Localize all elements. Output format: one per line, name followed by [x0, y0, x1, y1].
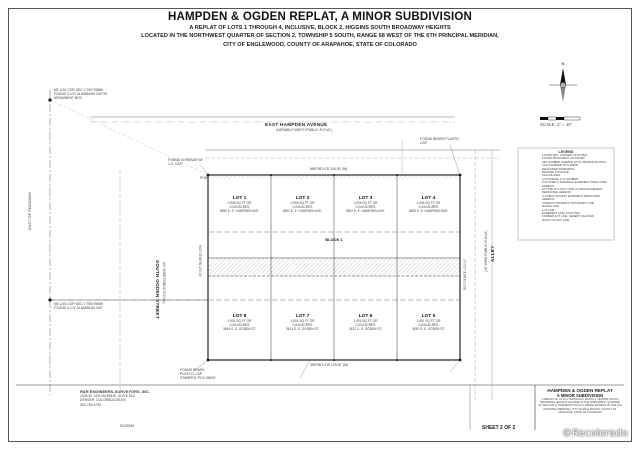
legend-title: LEGEND	[558, 150, 574, 154]
sheet-number: SHEET 2 OF 2	[482, 425, 516, 431]
lot-area: 1,901 SQ FT OR	[227, 319, 252, 323]
lot-area: 1,901 SQ FT OR	[290, 319, 315, 323]
lot-acres: 0.044 ACRES	[292, 205, 313, 209]
lot-acres: 0.044 ACRES	[229, 205, 250, 209]
legend-row: SET NUMBER 5 REBAR WITH ORANGE PLASTIC CAP STAMPED "PLS 38668"	[542, 159, 607, 168]
lot-area: 1,906 SQ FT OR	[353, 201, 378, 205]
street-alley: ALLEY	[490, 245, 495, 262]
lot-name: LOT 8	[232, 314, 247, 319]
lot-acres: 0.044 ACRES	[418, 205, 439, 209]
lot-8	[208, 314, 271, 331]
lot-acres: 0.044 ACRES	[355, 205, 376, 209]
legend-row: RIGHT-OF-WAY LINE	[542, 217, 570, 222]
surveyor-block	[80, 390, 180, 407]
north-arrow-icon	[549, 68, 577, 102]
ogden-street-lines	[50, 90, 210, 395]
watermark: ©Recolorado	[562, 428, 628, 439]
lot-area: 1,906 SQ FT OR	[227, 201, 252, 205]
street-far-west: EAST OF ROADWAY	[27, 191, 32, 230]
legend-row: FOUND MONUMENT, AS NOTED	[542, 156, 585, 161]
lot-area: 1,901 SQ FT OR	[353, 319, 378, 323]
lot-address: 3612 S. S. OGDEN ST.	[349, 327, 382, 331]
lot-4	[397, 196, 460, 213]
note-found-pin-3: FOUND BRASS PLASTIC CAP STAMPED "PLS 25609"	[180, 368, 217, 381]
street-hampden: EAST HAMPDEN AVENUE	[265, 122, 328, 127]
lot-acres: 0.044 ACRES	[229, 323, 250, 327]
surveyor-address: 1635 W. 13TH AVENUE, SUITE 310	[80, 394, 135, 399]
note-left-bottom: NE 1/16 COR SEC 2 T5S R68W FOUND 3-1/4" ALUMINUM CAP	[54, 302, 103, 311]
street-alley-note: (16' WIDE PUBLIC R.O.W.)	[484, 230, 488, 272]
north-label: N	[561, 61, 565, 66]
street-hampden-note: (VARIABLE WIDTH PUBLIC R.O.W.)	[276, 128, 332, 132]
lot-7	[271, 314, 334, 331]
legend-row: FORMER LOT LINE, HEREBY VACATED	[542, 214, 594, 219]
tb-desc: A REPLAT OF LOTS 1 THROUGH 4, BLOCK 2, HIGGINS SOUTH BROADWAY HEIGHTS LOCATED IN THE NORTHWEST QUARTER OF SECTION 2, TOWNSHIP 5 SOUTH, RANGE 68 WEST OF THE 6TH PRINCIPAL MERIDIAN, CITY OF ENGLEWOOD, COUNTY OF ARAPAHOE, STATE OF COLORADO	[538, 398, 622, 414]
street-ogden-note: (60' WIDE PUBLIC R.O.W.)	[162, 262, 166, 304]
surveyor-phone: 303-753-6730	[80, 402, 102, 407]
legend-row: CALCULATED	[542, 173, 561, 178]
scale-label: SCALE: 1" = 10'	[540, 122, 572, 127]
legend-row: RECORD DISTANCE	[542, 170, 569, 175]
tb-title-2: A MINOR SUBDIVISION	[556, 393, 604, 398]
legend-row: 5.00' PUBLIC SIDEWALK EASEMENT DEDICATED HEREON	[542, 180, 607, 188]
legend-row: FOUND SEC. CORNER AS NOTED	[542, 153, 588, 157]
dim-east: S00°03'46"E 100.00'	[463, 258, 467, 290]
lot-area: 1,906 SQ FT OR	[290, 201, 315, 205]
plat-subtitle-1: A REPLAT OF LOTS 1 THROUGH 4, INCLUSIVE, BLOCK 2, HIGGINS SOUTH BROADWAY HEIGHTS	[189, 25, 451, 31]
legend-row: EASEMENT LINE, AS NOTED	[542, 210, 581, 215]
plat-subtitle-3: CITY OF ENGLEWOOD, COUNTY OF ARAPAHOE, STATE OF COLORADO	[223, 41, 417, 48]
note-pob: POB	[200, 176, 208, 180]
scale-bar	[540, 117, 580, 120]
job-number: DC09186	[120, 424, 135, 428]
note-found-pin-2: FOUND BRASS PLASTIC CAP	[420, 137, 460, 146]
block-label: BLOCK 1	[325, 237, 343, 242]
lot-acres: 0.044 ACRES	[292, 323, 313, 327]
dim-west: N00°03'46"W 100.00'	[198, 245, 202, 278]
lot-address: 3550 E. E. HAMPDEN AVE.	[219, 209, 260, 213]
note-left-top: NE 1/16 COR SEC 2 T5S R68W FOUND 3-1/4" ALUMINUM CAP IN MONUMENT BOX	[54, 88, 107, 101]
surveyor-city: DENVER, COLORADO 80204	[80, 398, 126, 403]
legend-row: SUBJECT PROPERTY BOUNDARY LINE	[542, 200, 595, 205]
lot-address: 3614 S. S. OGDEN ST.	[286, 327, 319, 331]
plat-subtitle-2: LOCATED IN THE NORTHWEST QUARTER OF SECTION 2, TOWNSHIP 5 SOUTH, RANGE 68 WEST OF THE 6TH PRINCIPAL MERIDIAN,	[141, 33, 499, 40]
lot-name: LOT 3	[358, 196, 373, 201]
legend	[520, 150, 612, 222]
plat-title: HAMPDEN & OGDEN REPLAT, A MINOR SUBDIVISION	[168, 11, 472, 23]
legend-row: RANGE LINE	[542, 204, 559, 209]
lot-name: LOT 4	[421, 196, 436, 201]
lot-area: 1,901 SQ FT OR	[416, 319, 441, 323]
legend-rows	[520, 154, 612, 222]
legend-row: LOT LINE	[542, 207, 555, 212]
lot-5	[397, 314, 460, 331]
legend-row: 10' PUBLIC UTILITY AND ACCESS EASEMENT DEDICATED HEREON	[542, 187, 603, 195]
lot-1	[208, 196, 271, 213]
lot-3	[334, 196, 397, 213]
lot-address: 3610 S. S. OGDEN ST.	[412, 327, 445, 331]
lot-address: 3552 E. E. HAMPDEN AVE.	[282, 209, 323, 213]
legend-row: LOT/PARCEL LOT NUMBER	[542, 176, 579, 181]
lot-address: 3556 E. E. HAMPDEN AVE.	[408, 209, 449, 213]
lot-name: LOT 1	[232, 196, 247, 201]
dim-bottom: S89°56'14"W 125.00' (M)	[310, 363, 348, 367]
legend-row: 4' PUBLIC ACCESS EASEMENT DEDICATED HEREON	[542, 193, 600, 202]
lot-name: LOT 5	[421, 314, 436, 319]
lot-2	[271, 196, 334, 213]
lot-name: LOT 6	[358, 314, 373, 319]
lot-acres: 0.044 ACRES	[355, 323, 376, 327]
street-ogden: SOUTH OGDEN STREET	[155, 260, 160, 319]
lot-6	[334, 314, 397, 331]
lot-address: 3554 E. E. HAMPDEN AVE.	[345, 209, 386, 213]
lot-acres: 0.044 ACRES	[418, 323, 439, 327]
legend-row: MEASURED DIMENSION	[542, 166, 575, 171]
note-found-pin-1: FOUND #4 REBAR W/ 1.5" CAP	[168, 158, 203, 167]
lot-name: LOT 2	[295, 196, 310, 201]
tb-title-block	[538, 388, 622, 414]
lot-area: 1,906 SQ FT OR	[416, 201, 441, 205]
lot-address: 3616 S. S. OGDEN ST.	[223, 327, 256, 331]
dim-top: N89°56'14"E 125.00' (M)	[310, 167, 348, 171]
surveyor-company: R&R ENGINEERS-SURVEYORS, INC.	[80, 389, 150, 394]
tb-title: HAMPDEN & OGDEN REPLAT	[547, 388, 613, 393]
lot-name: LOT 7	[295, 314, 310, 319]
